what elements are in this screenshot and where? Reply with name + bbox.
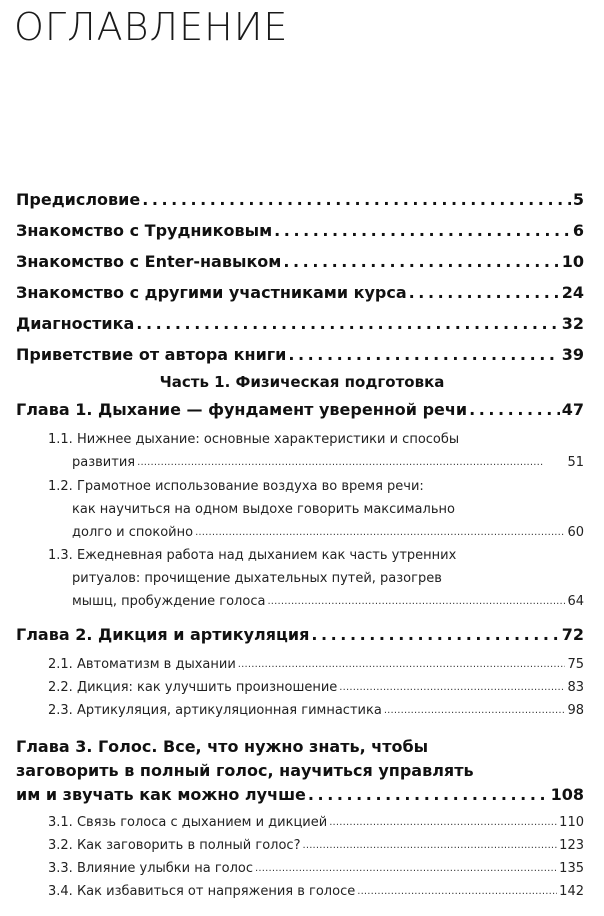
toc-entry-page: 39: [561, 345, 584, 364]
toc-entry[interactable]: [0, 242, 604, 273]
section-number: 3.1.: [48, 815, 73, 830]
section-entry[interactable]: [48, 880, 584, 903]
dot-leader: [469, 398, 560, 422]
section-page: 110: [559, 815, 584, 830]
dot-leader: [195, 521, 565, 544]
section-number: 3.2.: [48, 838, 73, 853]
dot-leader: [288, 344, 559, 366]
section-title-text: Как заговорить в полный голос?: [76, 838, 301, 853]
section-page: 98: [567, 703, 584, 718]
section-last-line: [48, 653, 584, 676]
section-last-line: [48, 880, 584, 903]
section-title: [48, 880, 355, 903]
chapter-page: 47: [561, 400, 584, 419]
section-line: как научиться на одном выдохе говорить максимально: [72, 502, 455, 517]
section-number: 2.1.: [48, 657, 73, 672]
dot-leader: [142, 189, 571, 211]
dot-leader: [302, 834, 557, 857]
toc-entry-title: Приветствие от автора книги: [16, 345, 287, 364]
front-matter-list: [0, 180, 604, 366]
page-title: ОГЛАВЛЕНИЕ: [14, 5, 289, 49]
section-title: [48, 811, 327, 834]
section-page: 51: [567, 455, 584, 470]
section-title: Ежедневная работа над дыханием как часть утренних: [76, 548, 457, 563]
section-number: 1.2.: [48, 479, 73, 494]
toc-entry[interactable]: [0, 335, 604, 366]
dot-leader: [267, 590, 565, 613]
toc-entry-title: Диагностика: [16, 314, 135, 333]
section-last-line: [48, 699, 584, 722]
section-title: Нижнее дыхание: основные характеристики и способы: [76, 432, 460, 447]
toc-entry[interactable]: [0, 273, 604, 304]
section-title-text: Влияние улыбки на голос: [76, 861, 254, 876]
section-page: 60: [567, 525, 584, 540]
section-title-cont: долго и спокойно: [72, 525, 194, 540]
chapter-title: им и звучать как можно лучше: [16, 785, 306, 804]
chapter-title-line: [16, 398, 584, 422]
toc-entry-title: Знакомство с Трудниковым: [16, 221, 273, 240]
dot-leader: [409, 282, 560, 304]
toc-entry[interactable]: [0, 180, 604, 211]
toc-entry-title: Знакомство с Enter-навыком: [16, 252, 282, 271]
section-number: 1.3.: [48, 548, 73, 563]
section-title: [48, 676, 337, 699]
section-page: 83: [567, 680, 584, 695]
section-title-text: Дикция: как улучшить произношение: [76, 680, 338, 695]
dot-leader: [329, 811, 557, 834]
section-line: [48, 428, 584, 451]
dot-leader: [357, 880, 557, 903]
chapter-entry[interactable]: [16, 398, 584, 422]
section-last-line: [48, 811, 584, 834]
section-title-cont: мышц, пробуждение голоса: [72, 594, 266, 609]
section-line: ритуалов: прочищение дыхательных путей, разогрев: [72, 571, 442, 586]
section-page: 64: [567, 594, 584, 609]
toc-entry[interactable]: [0, 211, 604, 242]
section-title: [48, 653, 236, 676]
chapter-title: Глава 1. Дыхание — фундамент уверенной речи: [16, 400, 468, 419]
part-title: Часть 1. Физическая подготовка: [159, 373, 445, 391]
section-entry[interactable]: [48, 857, 584, 880]
section-entry[interactable]: [48, 676, 584, 699]
chapter-title-line: [16, 783, 584, 807]
section-page: 123: [559, 838, 584, 853]
chapter-title-line: Глава 3. Голос. Все, что нужно знать, чтобы: [16, 737, 429, 756]
chapter-entry[interactable]: [16, 623, 584, 647]
section-number: 3.3.: [48, 861, 73, 876]
section-last-line: [48, 590, 584, 613]
section-page: 75: [567, 657, 584, 672]
dot-leader: [384, 699, 566, 722]
section-line: [48, 475, 584, 498]
section-entry[interactable]: [48, 834, 584, 857]
section-last-line: [48, 521, 584, 544]
toc-entry-title: Знакомство с другими участниками курса: [16, 283, 407, 302]
section-entry[interactable]: [48, 428, 584, 474]
dot-leader: [255, 857, 557, 880]
dot-leader: [311, 623, 559, 647]
section-entry[interactable]: [48, 699, 584, 722]
section-page: 142: [559, 884, 584, 899]
dot-leader: [308, 783, 549, 807]
toc-entry-page: 10: [561, 252, 584, 271]
section-title: Грамотное использование воздуха во время речи:: [76, 479, 424, 494]
chapter-entry[interactable]: [16, 735, 584, 807]
section-line: [48, 544, 584, 567]
section-number: 1.1.: [48, 432, 73, 447]
chapter-page: 108: [550, 785, 584, 804]
toc-entry-page: 6: [572, 221, 584, 240]
section-title-text: Связь голоса с дыханием и дикцией: [76, 815, 328, 830]
toc-entry-page: 32: [561, 314, 584, 333]
section-title-cont: развития: [72, 455, 136, 470]
section-title: [48, 857, 253, 880]
section-title-text: Автоматизм в дыхании: [76, 657, 236, 672]
section-last-line: [48, 857, 584, 880]
section-page: 135: [559, 861, 584, 876]
section-entry[interactable]: [48, 653, 584, 676]
dot-leader: [136, 313, 559, 335]
section-number: 2.3.: [48, 703, 73, 718]
section-title: [48, 699, 382, 722]
section-last-line: [48, 676, 584, 699]
section-number: 2.2.: [48, 680, 73, 695]
chapter-title-line: [16, 623, 584, 647]
toc-entry-page: 24: [561, 283, 584, 302]
section-entry[interactable]: [48, 544, 584, 613]
section-title: [48, 834, 300, 857]
toc-entry-page: 5: [572, 190, 584, 209]
section-last-line: [48, 451, 584, 474]
toc-entry[interactable]: [0, 304, 604, 335]
section-title-text: Как избавиться от напряжения в голосе: [76, 884, 356, 899]
dot-leader: [274, 220, 571, 242]
chapter-title: Глава 2. Дикция и артикуляция: [16, 625, 310, 644]
section-last-line: [48, 834, 584, 857]
dot-leader: [339, 676, 565, 699]
toc-entry-title: Предисловие: [16, 190, 141, 209]
dot-leader: [238, 653, 566, 676]
section-entry[interactable]: [48, 475, 584, 544]
dot-leader: [283, 251, 559, 273]
dot-leader: [137, 451, 565, 474]
chapter-page: 72: [561, 625, 584, 644]
chapter-title-line: заговорить в полный голос, научиться управлять: [16, 761, 474, 780]
section-entry[interactable]: [48, 811, 584, 834]
section-number: 3.4.: [48, 884, 73, 899]
section-title-text: Артикуляция, артикуляционная гимнастика: [76, 703, 382, 718]
